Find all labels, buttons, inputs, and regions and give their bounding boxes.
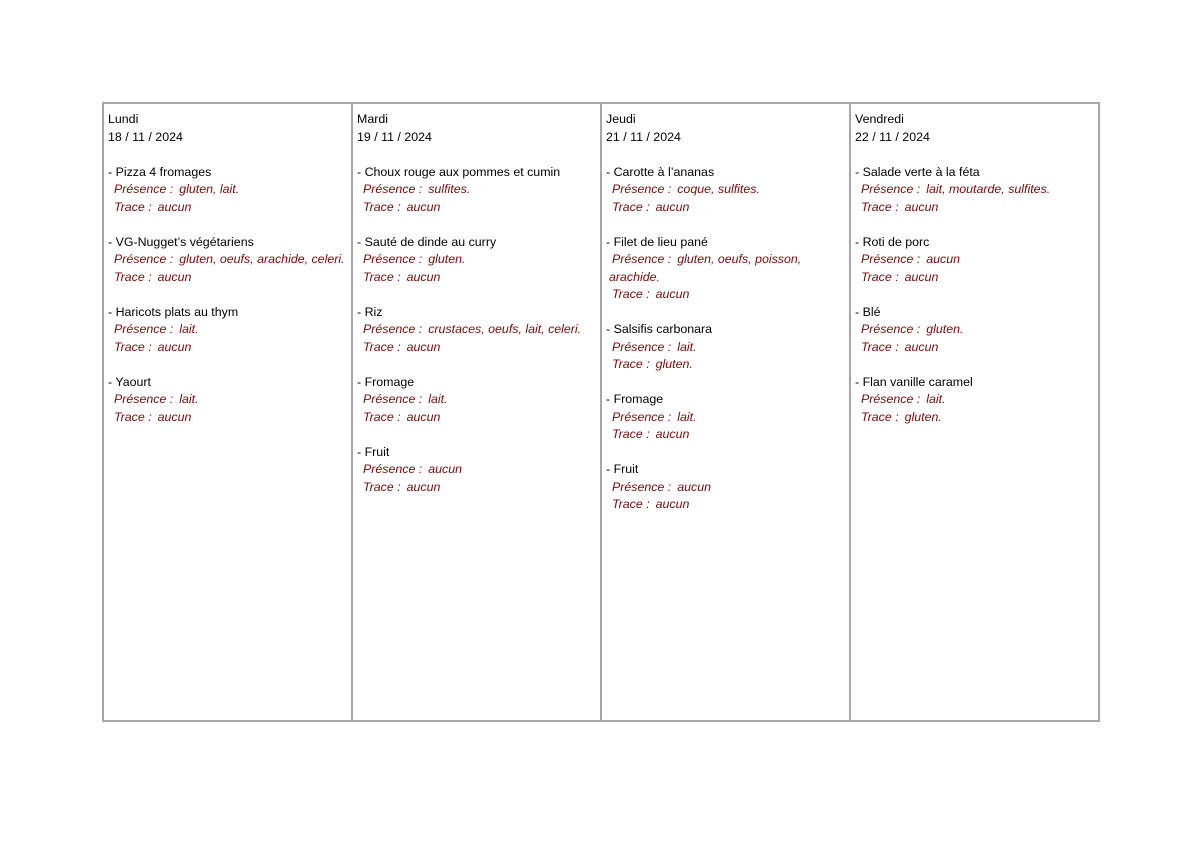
presence-line	[357, 461, 596, 479]
dish-name: - Yaourt	[108, 374, 151, 389]
presence-line	[855, 321, 1094, 339]
presence-label: Présence :	[363, 462, 423, 476]
dish-name: - Flan vanille caramel	[855, 374, 973, 389]
presence-label: Présence :	[612, 479, 672, 494]
presence-value: lait.	[179, 322, 199, 336]
trace-line	[606, 286, 845, 304]
trace-value: aucun	[655, 287, 690, 301]
dish-name: - Roti de porc	[855, 234, 930, 249]
trace-label: Trace :	[363, 269, 401, 284]
presence-label: Présence :	[861, 252, 921, 266]
dish	[606, 321, 845, 374]
presence-value: lait.	[677, 339, 697, 354]
trace-line	[606, 356, 845, 374]
presence-label: Présence :	[861, 322, 921, 336]
presence-line	[606, 339, 845, 357]
trace-label: Trace :	[612, 357, 650, 371]
trace-line	[108, 409, 347, 427]
dish	[855, 304, 1094, 357]
presence-value: aucun	[428, 462, 462, 476]
trace-line	[855, 269, 1094, 287]
day-name: Jeudi	[606, 112, 636, 126]
weekly-menu-table	[102, 102, 1100, 722]
presence-value: sulfites.	[428, 182, 471, 196]
trace-label: Trace :	[363, 409, 401, 424]
dish-name: - VG-Nugget’s végétariens	[108, 234, 254, 249]
day-date: 18 / 11 / 2024	[108, 129, 183, 144]
dish-name: - Fruit	[606, 462, 639, 476]
presence-value: gluten.	[926, 322, 964, 336]
trace-label: Trace :	[612, 199, 650, 214]
trace-value: aucun	[157, 199, 192, 214]
dish-name: - Carotte à l’ananas	[606, 164, 715, 179]
dish	[606, 461, 845, 514]
dish	[357, 444, 596, 497]
dish-name: - Salsifis carbonara	[606, 322, 713, 336]
presence-line	[357, 251, 596, 269]
dish	[357, 234, 596, 287]
presence-value: gluten, oeufs, arachide, celeri.	[179, 252, 345, 266]
presence-line	[606, 409, 845, 427]
trace-value: gluten.	[904, 409, 942, 424]
trace-line	[606, 426, 845, 444]
trace-label: Trace :	[363, 339, 401, 354]
trace-value: aucun	[406, 409, 441, 424]
trace-line	[606, 199, 845, 217]
presence-line	[108, 181, 347, 199]
presence-value: aucun	[677, 479, 711, 494]
dish	[357, 374, 596, 427]
presence-line	[108, 321, 347, 339]
trace-line	[357, 339, 596, 357]
trace-line	[357, 479, 596, 497]
presence-line	[357, 391, 596, 409]
trace-value: aucun	[406, 269, 441, 284]
day-column-mardi	[353, 104, 602, 720]
trace-label: Trace :	[612, 427, 650, 441]
presence-value: lait, moutarde, sulfites.	[926, 182, 1051, 196]
trace-line	[108, 339, 347, 357]
presence-value: coque, sulfites.	[677, 182, 760, 196]
day-date: 22 / 11 / 2024	[855, 129, 930, 144]
trace-value: aucun	[406, 199, 441, 214]
trace-label: Trace :	[114, 339, 152, 354]
trace-value: gluten.	[655, 357, 693, 371]
dish	[108, 164, 347, 217]
presence-label: Présence :	[612, 252, 672, 266]
presence-label: Présence :	[363, 182, 423, 196]
trace-label: Trace :	[861, 409, 899, 424]
trace-line	[108, 199, 347, 217]
day-column-jeudi	[602, 104, 851, 720]
presence-label: Présence :	[114, 182, 174, 196]
trace-line	[855, 199, 1094, 217]
trace-value: aucun	[904, 339, 939, 354]
trace-line	[606, 496, 845, 514]
day-column-lundi	[104, 104, 353, 720]
presence-line	[357, 321, 596, 339]
trace-line	[357, 269, 596, 287]
presence-label: Présence :	[114, 252, 174, 266]
dish	[108, 374, 347, 427]
dish	[606, 164, 845, 217]
presence-label: Présence :	[612, 182, 672, 196]
trace-label: Trace :	[612, 287, 650, 301]
trace-label: Trace :	[114, 409, 152, 424]
dish-name: - Fromage	[357, 374, 415, 389]
trace-value: aucun	[157, 269, 192, 284]
presence-line	[606, 181, 845, 199]
dish	[855, 374, 1094, 427]
dish-name: - Choux rouge aux pommes et cumin	[357, 164, 561, 179]
presence-value: lait.	[926, 392, 946, 406]
trace-value: aucun	[157, 409, 192, 424]
trace-value: aucun	[157, 339, 192, 354]
presence-value: gluten, lait.	[179, 182, 240, 196]
presence-label: Présence :	[114, 392, 174, 406]
trace-value: aucun	[904, 269, 939, 284]
presence-line	[108, 391, 347, 409]
trace-value: aucun	[655, 427, 690, 441]
presence-line	[855, 181, 1094, 199]
presence-label: Présence :	[363, 392, 423, 406]
trace-line	[855, 339, 1094, 357]
day-date: 21 / 11 / 2024	[606, 129, 681, 144]
presence-value: lait.	[428, 392, 448, 406]
dish	[357, 304, 596, 357]
presence-value: gluten, oeufs, poisson, arachide.	[609, 252, 802, 284]
trace-line	[855, 409, 1094, 427]
presence-label: Présence :	[612, 339, 672, 354]
trace-value: aucun	[904, 199, 939, 214]
dish	[357, 164, 596, 217]
dish	[606, 234, 845, 304]
presence-label: Présence :	[861, 182, 921, 196]
dish-name: - Blé	[855, 304, 881, 319]
trace-label: Trace :	[861, 339, 899, 354]
dish	[855, 234, 1094, 287]
trace-value: aucun	[655, 199, 690, 214]
day-column-vendredi	[851, 104, 1098, 720]
presence-value: lait.	[179, 392, 199, 406]
trace-line	[357, 199, 596, 217]
dish	[855, 164, 1094, 217]
trace-label: Trace :	[861, 199, 899, 214]
dish-name: - Haricots plats au thym	[108, 304, 239, 319]
presence-line	[855, 391, 1094, 409]
dish-name: - Sauté de dinde au curry	[357, 234, 497, 249]
trace-value: aucun	[406, 339, 441, 354]
presence-value: gluten.	[428, 252, 466, 266]
day-name: Lundi	[108, 112, 139, 126]
presence-line	[855, 251, 1094, 269]
presence-label: Présence :	[363, 252, 423, 266]
dish-name: - Filet de lieu pané	[606, 234, 708, 249]
dish	[108, 304, 347, 357]
presence-label: Présence :	[612, 409, 672, 424]
presence-line	[108, 251, 347, 269]
trace-label: Trace :	[363, 479, 401, 494]
presence-line	[606, 479, 845, 497]
presence-label: Présence :	[114, 322, 174, 336]
presence-value: aucun	[926, 252, 960, 266]
presence-line	[357, 181, 596, 199]
trace-line	[108, 269, 347, 287]
trace-label: Trace :	[861, 269, 899, 284]
trace-label: Trace :	[114, 269, 152, 284]
presence-label: Présence :	[861, 392, 921, 406]
dish-name: - Riz	[357, 304, 383, 319]
trace-value: aucun	[406, 479, 441, 494]
dish	[606, 391, 845, 444]
dish-name: - Salade verte à la féta	[855, 164, 980, 179]
presence-value: lait.	[677, 409, 697, 424]
day-name: Vendredi	[855, 112, 904, 126]
day-date: 19 / 11 / 2024	[357, 129, 432, 144]
trace-label: Trace :	[612, 497, 650, 511]
dish-name: - Fromage	[606, 392, 664, 406]
presence-value: crustaces, oeufs, lait, celeri.	[428, 322, 582, 336]
trace-value: aucun	[655, 497, 690, 511]
trace-label: Trace :	[114, 199, 152, 214]
day-name: Mardi	[357, 112, 388, 126]
presence-label: Présence :	[363, 322, 423, 336]
dish-name: - Pizza 4 fromages	[108, 164, 212, 179]
trace-label: Trace :	[363, 199, 401, 214]
trace-line	[357, 409, 596, 427]
presence-line	[606, 251, 845, 286]
dish-name: - Fruit	[357, 444, 390, 459]
dish	[108, 234, 347, 287]
